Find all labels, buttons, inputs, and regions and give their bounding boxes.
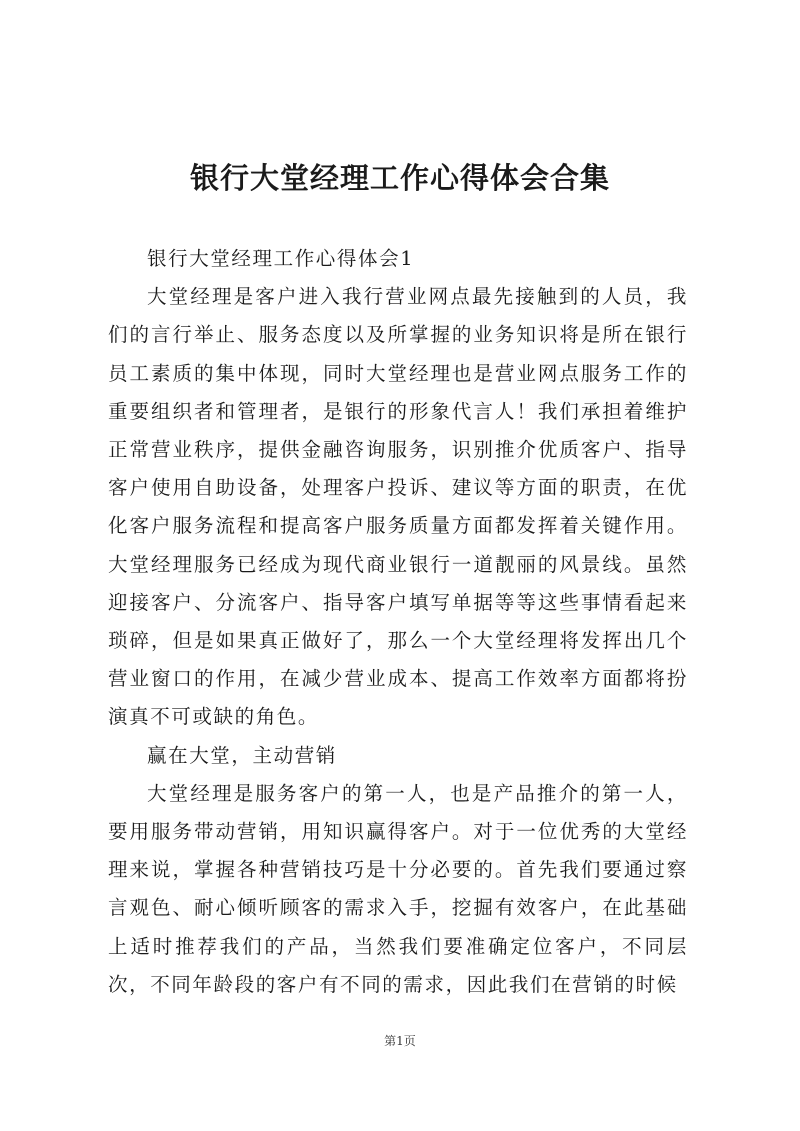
page-number: 第1页 [384, 1034, 416, 1048]
document-body [108, 240, 688, 1004]
subsection-heading: 赢在大堂，主动营销 [147, 743, 337, 767]
document-title: 银行大堂经理工作心得体会合集 [189, 161, 610, 195]
section-heading: 银行大堂经理工作心得体会1 [147, 247, 415, 270]
body-paragraph: 大堂经理是客户进入我行营业网点最先接触到的人员，我们的言行举止、服务态度以及所掌握的业务知识将是所在银行员工素质的集中体现，同时大堂经理也是营业网点服务工作的重要组织者和管理者，是银行的形象代言人！我们承担着维护正常营业秩序，提供金融咨询服务，识别推介优质客户、指导客户使用自助设备，处理客户投诉、建议等方面的职责，在优化客户服务流程和提高客户服务质量方面都发挥着关键作用。大堂经理服务已经成为现代商业银行一道靓丽的风景线。虽然迎接客户、分流客户、指导客户填写单据等等这些事情看起来琐碎，但是如果真正做好了，那么一个大堂经理将发挥出几个营业窗口的作用，在减少营业成本、提高工作效率方面都将扮演真不可或缺的角色。 [108, 285, 688, 729]
body-paragraph: 大堂经理是服务客户的第一人，也是产品推介的第一人，要用服务带动营销，用知识赢得客户。对于一位优秀的大堂经理来说，掌握各种营销技巧是十分必要的。首先我们要通过察言观色、耐心倾听顾客的需求入手，挖掘有效客户，在此基础上适时推荐我们的产品，当然我们要准确定位客户，不同层次，不同年龄段的客户有不同的需求，因此我们在营销的时候 [108, 781, 688, 996]
